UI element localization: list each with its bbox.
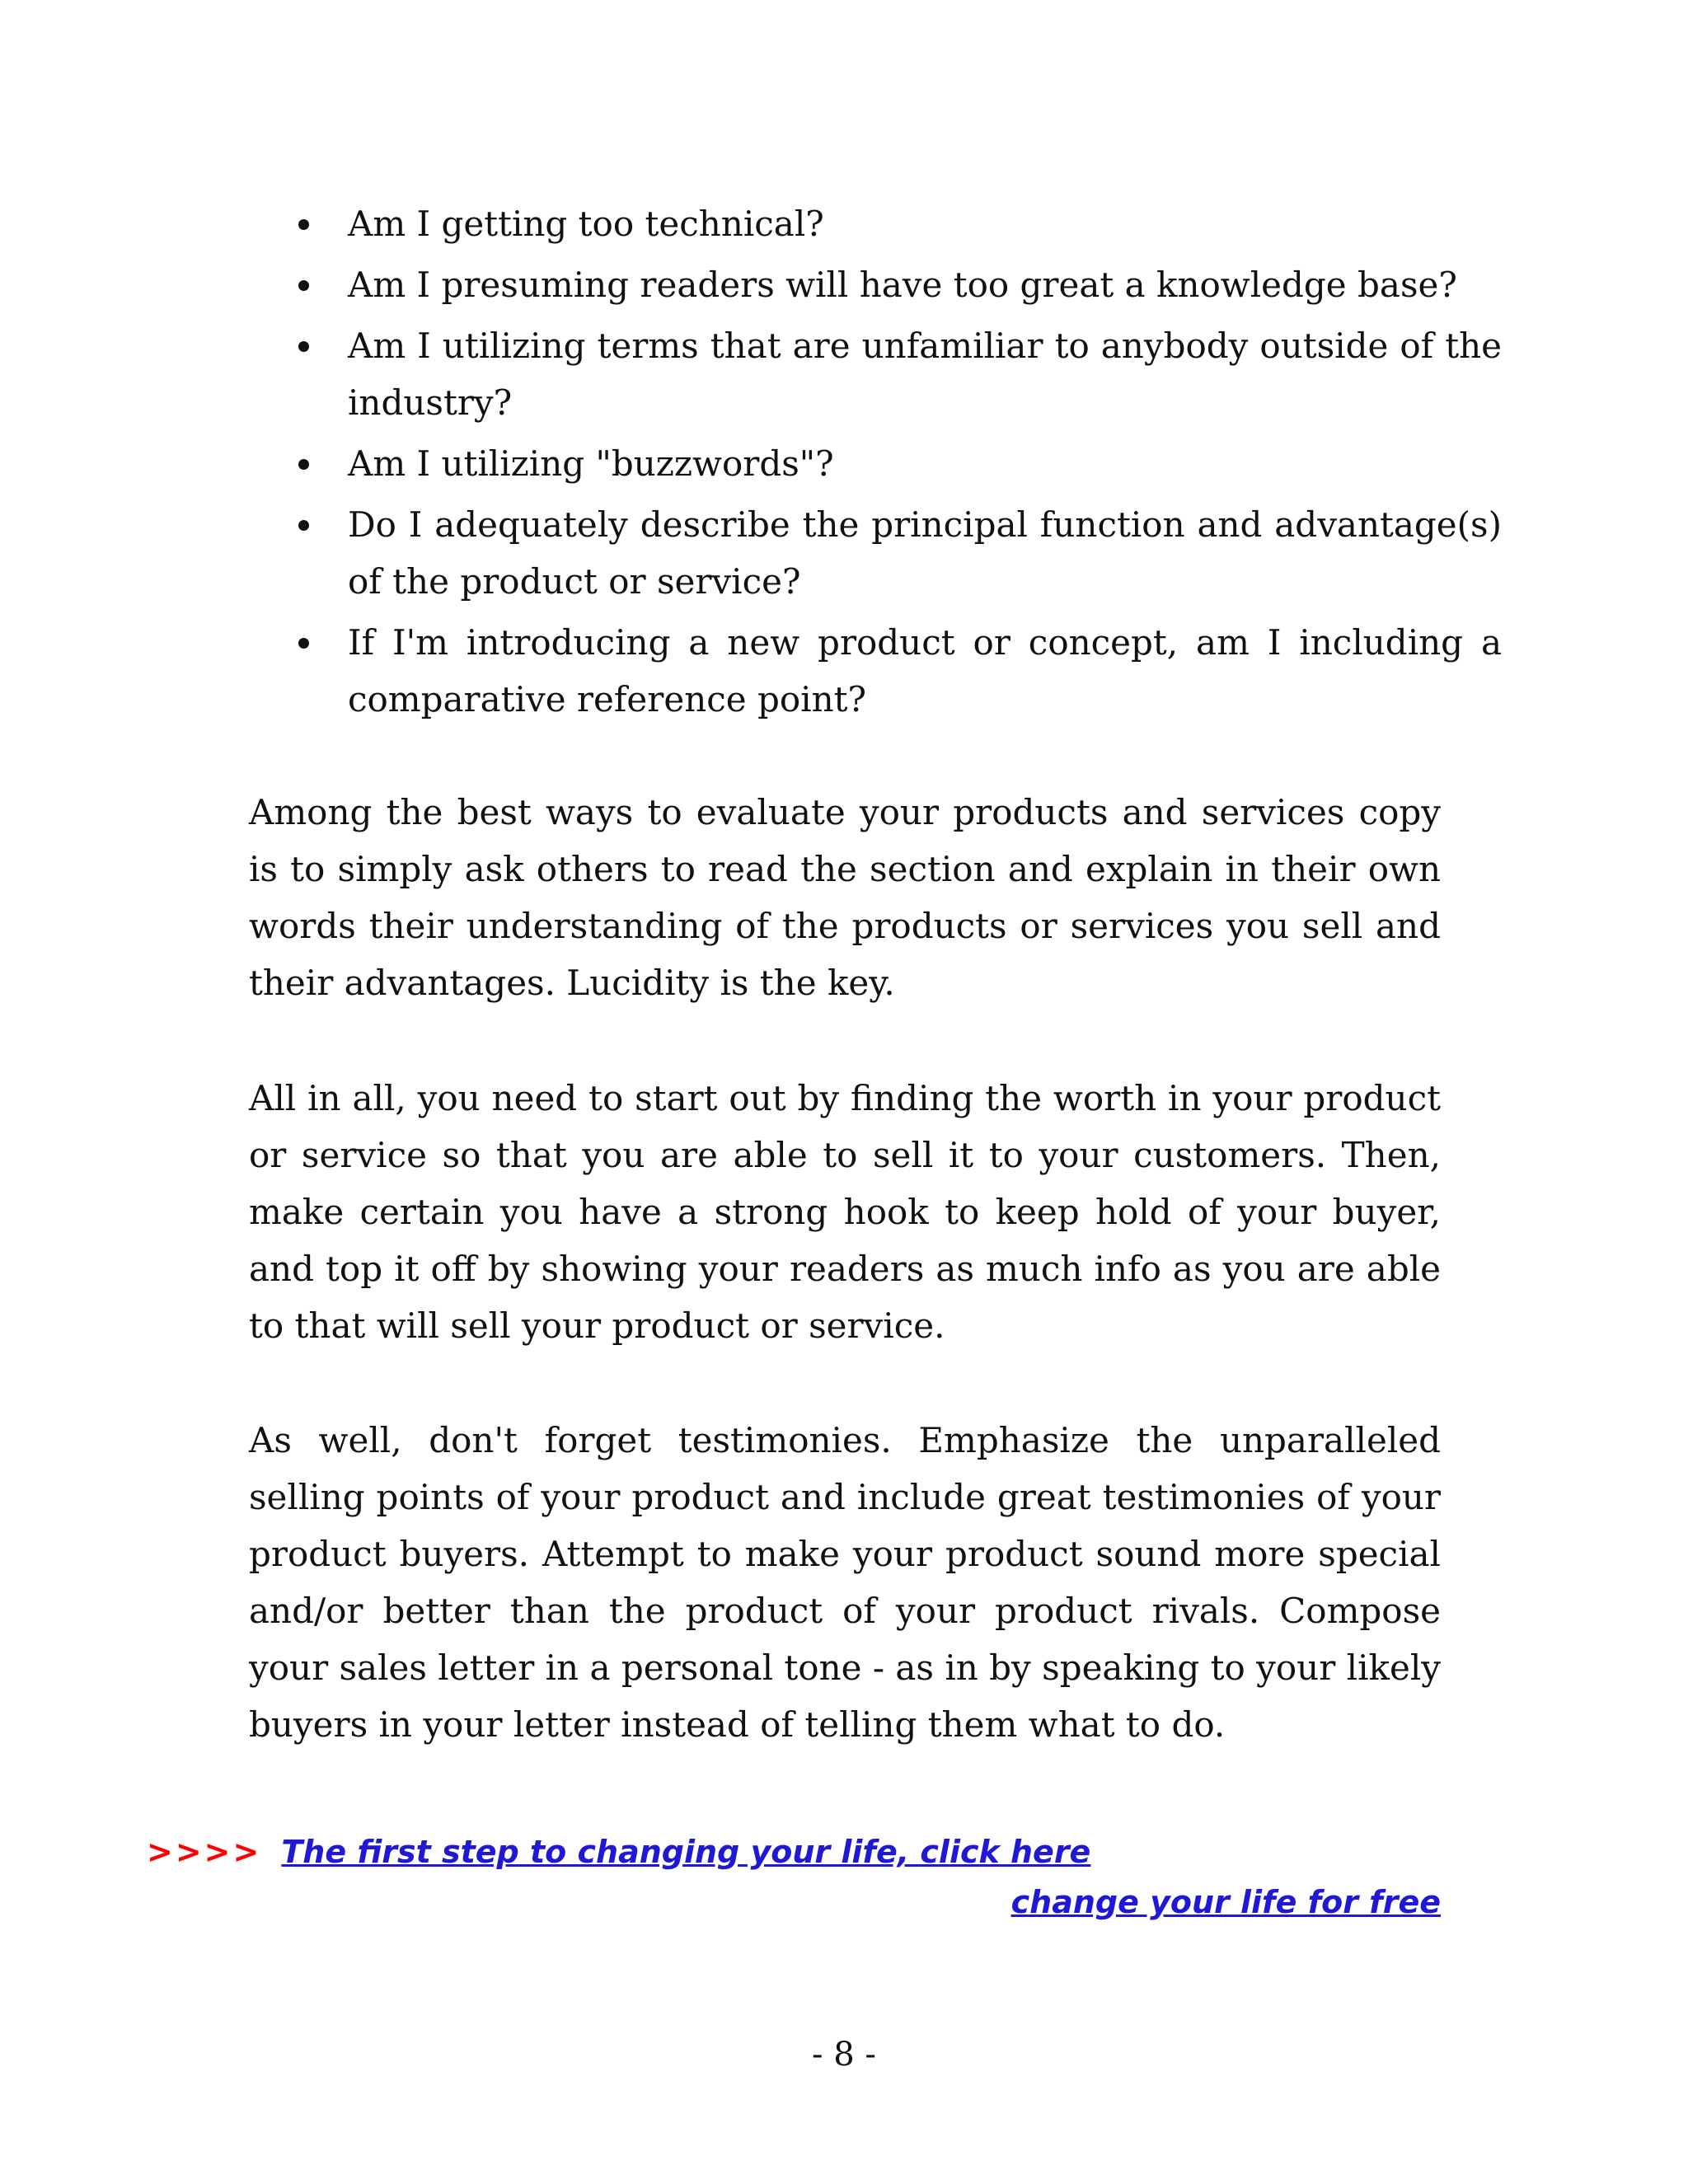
body-paragraph-testimonies: As well, don't forget testimonies. Emphasize the unparalleled selling points of your product and include great testimonies of your product buyers. Attempt to make your product sound more special and/or better than the product of your product rivals. Compose your sales letter in a personal tone - as in by speaking to your likely buyers in your letter instead of telling them what to do. bbox=[249, 1420, 1441, 1745]
secondary-link-row bbox=[1011, 1882, 1441, 1923]
question-list bbox=[297, 195, 1502, 732]
list-item bbox=[348, 435, 1502, 492]
first-step-link[interactable]: The first step to changing your life, click here bbox=[281, 1834, 1091, 1870]
bullet-icon bbox=[298, 341, 309, 352]
body-paragraph-evaluate: Among the best ways to evaluate your products and services copy is to simply ask others to read the section and explain in their own words their understanding of the products or services you sell and their advantages. Lucidity is the key. bbox=[249, 792, 1441, 1003]
list-item bbox=[348, 496, 1502, 610]
list-item bbox=[348, 317, 1502, 431]
list-item-text: Am I utilizing "buzzwords"? bbox=[348, 443, 834, 484]
promo-link-row bbox=[147, 1831, 1090, 1872]
bullet-icon bbox=[298, 280, 309, 291]
body-paragraph-worth: All in all, you need to start out by finding the worth in your product or service so that you are able to sell it to your customers. Then, make certain you have a strong hook to keep hold of your buyer, and top it off by showing your readers as much info as you are able to that will sell your product or service. bbox=[249, 1078, 1441, 1346]
page-number: - 8 - bbox=[812, 2036, 876, 2074]
bullet-icon bbox=[298, 520, 309, 531]
change-life-free-link[interactable]: change your life for free bbox=[1010, 1884, 1441, 1920]
bullet-icon bbox=[298, 638, 309, 649]
bullet-icon bbox=[298, 219, 309, 230]
bullet-icon bbox=[298, 459, 309, 470]
list-item bbox=[348, 256, 1502, 313]
arrows-marker: >>>> bbox=[147, 1834, 262, 1870]
list-item-text: Am I presuming readers will have too great a knowledge base? bbox=[348, 265, 1457, 305]
list-item bbox=[348, 195, 1502, 252]
list-item-text: Am I utilizing terms that are unfamiliar to anybody outside of the industry? bbox=[348, 326, 1502, 423]
list-item bbox=[348, 614, 1502, 728]
list-item-text: Do I adequately describe the principal function and advantage(s) of the product or service? bbox=[348, 504, 1502, 602]
list-item-text: If I'm introducing a new product or concept, am I including a comparative reference point? bbox=[348, 622, 1502, 719]
list-item-text: Am I getting too technical? bbox=[348, 204, 824, 244]
